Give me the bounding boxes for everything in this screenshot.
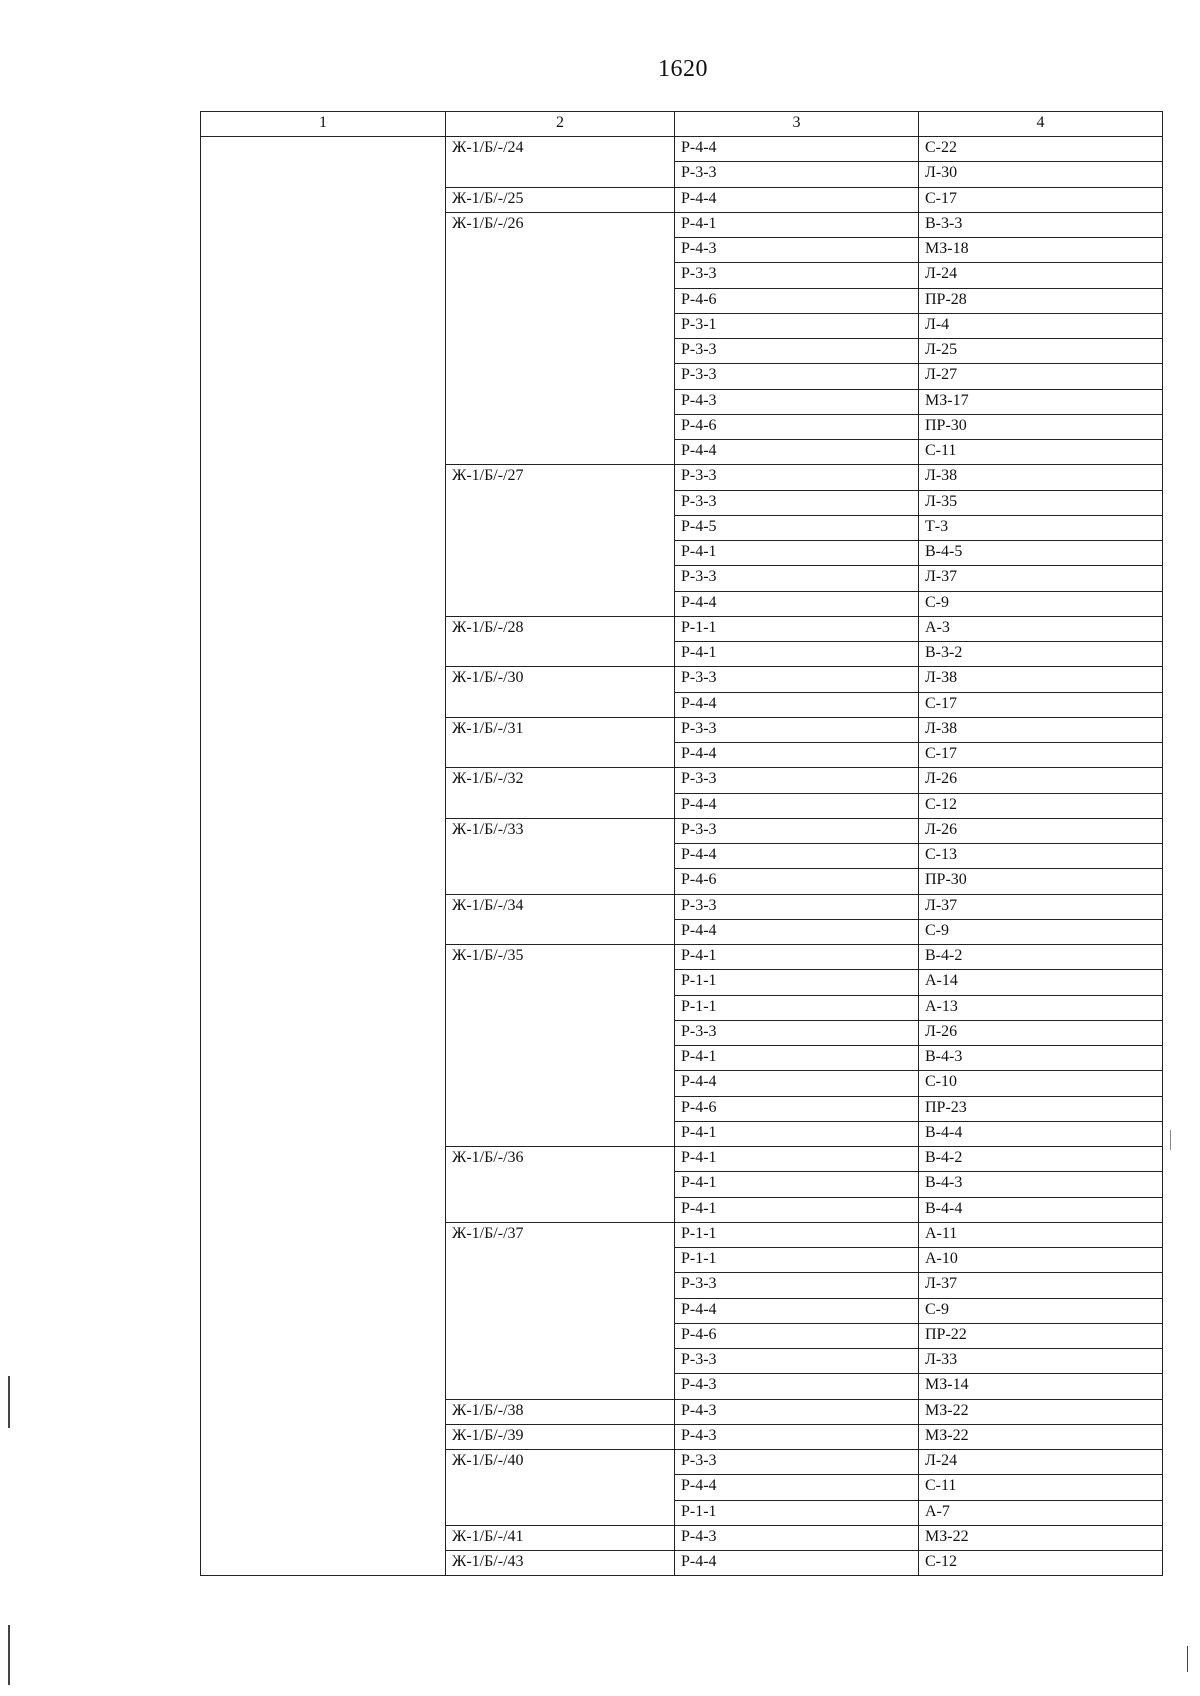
- value-cell: ПР-30: [919, 869, 1163, 894]
- value-cell: А-14: [919, 970, 1163, 995]
- reference-cell: Р-3-3: [675, 162, 919, 187]
- reference-cell: Р-4-4: [675, 1551, 919, 1576]
- value-cell: С-9: [919, 919, 1163, 944]
- value-cell: Л-38: [919, 717, 1163, 742]
- code-cell: Ж-1/Б/-/31: [446, 717, 675, 768]
- value-cell: Л-30: [919, 162, 1163, 187]
- reference-cell: Р-4-4: [675, 440, 919, 465]
- value-cell: В-3-3: [919, 212, 1163, 237]
- reference-cell: Р-3-3: [675, 1273, 919, 1298]
- scan-artifact-right-lower: [1187, 1646, 1188, 1672]
- reference-cell: Р-1-1: [675, 995, 919, 1020]
- column-header-2: 2: [446, 112, 675, 137]
- reference-cell: Р-4-3: [675, 1525, 919, 1550]
- code-cell: Ж-1/Б/-/37: [446, 1222, 675, 1399]
- reference-cell: Р-4-1: [675, 212, 919, 237]
- column-header-4: 4: [919, 112, 1163, 137]
- value-cell: Т-3: [919, 515, 1163, 540]
- reference-cell: Р-4-4: [675, 919, 919, 944]
- code-cell: Ж-1/Б/-/39: [446, 1424, 675, 1449]
- value-cell: Л-37: [919, 1273, 1163, 1298]
- reference-cell: Р-3-3: [675, 667, 919, 692]
- reference-cell: Р-4-4: [675, 743, 919, 768]
- reference-cell: Р-3-3: [675, 465, 919, 490]
- value-cell: Л-37: [919, 894, 1163, 919]
- value-cell: В-4-4: [919, 1121, 1163, 1146]
- scan-artifact-right: [1170, 1130, 1171, 1150]
- code-cell: Ж-1/Б/-/26: [446, 212, 675, 465]
- value-cell: МЗ-22: [919, 1424, 1163, 1449]
- table-body: [201, 137, 1163, 1576]
- code-cell: Ж-1/Б/-/38: [446, 1399, 675, 1424]
- value-cell: С-11: [919, 1475, 1163, 1500]
- value-cell: МЗ-17: [919, 389, 1163, 414]
- value-cell: МЗ-22: [919, 1525, 1163, 1550]
- reference-cell: Р-1-1: [675, 970, 919, 995]
- code-cell: Ж-1/Б/-/25: [446, 187, 675, 212]
- reference-cell: Р-4-1: [675, 1121, 919, 1146]
- value-cell: В-4-2: [919, 1147, 1163, 1172]
- scan-artifact-left: [8, 1376, 10, 1428]
- value-cell: В-4-3: [919, 1172, 1163, 1197]
- reference-cell: Р-4-4: [675, 1475, 919, 1500]
- value-cell: МЗ-18: [919, 238, 1163, 263]
- code-cell: Ж-1/Б/-/34: [446, 894, 675, 945]
- value-cell: Л-24: [919, 1450, 1163, 1475]
- reference-cell: Р-3-1: [675, 313, 919, 338]
- reference-cell: Р-4-6: [675, 288, 919, 313]
- value-cell: С-9: [919, 591, 1163, 616]
- reference-cell: Р-3-3: [675, 339, 919, 364]
- reference-cell: Р-4-4: [675, 1298, 919, 1323]
- reference-cell: Р-4-1: [675, 1046, 919, 1071]
- value-cell: Л-38: [919, 667, 1163, 692]
- reference-cell: Р-3-3: [675, 263, 919, 288]
- value-cell: А-13: [919, 995, 1163, 1020]
- reference-cell: Р-1-1: [675, 1222, 919, 1247]
- reference-cell: Р-3-3: [675, 1450, 919, 1475]
- value-cell: С-17: [919, 187, 1163, 212]
- value-cell: ПР-22: [919, 1323, 1163, 1348]
- value-cell: Л-35: [919, 490, 1163, 515]
- reference-cell: Р-3-3: [675, 1020, 919, 1045]
- value-cell: Л-4: [919, 313, 1163, 338]
- reference-cell: Р-4-4: [675, 137, 919, 162]
- value-cell: В-4-2: [919, 945, 1163, 970]
- value-cell: С-17: [919, 692, 1163, 717]
- code-cell: Ж-1/Б/-/27: [446, 465, 675, 617]
- value-cell: Л-26: [919, 818, 1163, 843]
- reference-cell: Р-1-1: [675, 1248, 919, 1273]
- reference-cell: Р-4-3: [675, 238, 919, 263]
- value-cell: С-11: [919, 440, 1163, 465]
- value-cell: В-4-4: [919, 1197, 1163, 1222]
- reference-cell: Р-4-6: [675, 1323, 919, 1348]
- column-1-cell: [201, 137, 446, 1576]
- reference-cell: Р-1-1: [675, 616, 919, 641]
- table-header: [201, 112, 1163, 137]
- value-cell: В-4-3: [919, 1046, 1163, 1071]
- code-cell: Ж-1/Б/-/28: [446, 616, 675, 667]
- code-cell: Ж-1/Б/-/41: [446, 1525, 675, 1550]
- data-table-container: [200, 111, 1162, 1576]
- value-cell: Л-27: [919, 364, 1163, 389]
- value-cell: Л-26: [919, 768, 1163, 793]
- header-row: [201, 112, 1163, 137]
- reference-cell: Р-3-3: [675, 818, 919, 843]
- value-cell: А-11: [919, 1222, 1163, 1247]
- reference-cell: Р-3-3: [675, 490, 919, 515]
- reference-cell: Р-4-1: [675, 1172, 919, 1197]
- reference-cell: Р-4-1: [675, 1197, 919, 1222]
- reference-cell: Р-4-1: [675, 541, 919, 566]
- reference-cell: Р-4-1: [675, 945, 919, 970]
- value-cell: ПР-28: [919, 288, 1163, 313]
- reference-cell: Р-4-4: [675, 793, 919, 818]
- code-cell: Ж-1/Б/-/35: [446, 945, 675, 1147]
- reference-cell: Р-4-1: [675, 642, 919, 667]
- reference-cell: Р-3-3: [675, 894, 919, 919]
- reference-cell: Р-4-3: [675, 389, 919, 414]
- reference-cell: Р-4-6: [675, 1096, 919, 1121]
- value-cell: ПР-23: [919, 1096, 1163, 1121]
- reference-cell: Р-3-3: [675, 364, 919, 389]
- reference-cell: Р-4-3: [675, 1374, 919, 1399]
- value-cell: Л-38: [919, 465, 1163, 490]
- value-cell: С-13: [919, 844, 1163, 869]
- reference-cell: Р-1-1: [675, 1500, 919, 1525]
- value-cell: ПР-30: [919, 414, 1163, 439]
- value-cell: Л-33: [919, 1349, 1163, 1374]
- value-cell: С-22: [919, 137, 1163, 162]
- value-cell: С-17: [919, 743, 1163, 768]
- reference-cell: Р-4-3: [675, 1424, 919, 1449]
- column-header-3: 3: [675, 112, 919, 137]
- reference-cell: Р-4-6: [675, 414, 919, 439]
- column-header-1: 1: [201, 112, 446, 137]
- value-cell: С-10: [919, 1071, 1163, 1096]
- value-cell: В-3-2: [919, 642, 1163, 667]
- code-cell: Ж-1/Б/-/24: [446, 137, 675, 188]
- page-number: 1620: [658, 56, 708, 82]
- code-cell: Ж-1/Б/-/40: [446, 1450, 675, 1526]
- reference-cell: Р-3-3: [675, 1349, 919, 1374]
- reference-cell: Р-4-4: [675, 1071, 919, 1096]
- reference-cell: Р-4-6: [675, 869, 919, 894]
- value-cell: Л-24: [919, 263, 1163, 288]
- reference-cell: Р-4-4: [675, 187, 919, 212]
- reference-cell: Р-4-4: [675, 692, 919, 717]
- value-cell: А-3: [919, 616, 1163, 641]
- reference-cell: Р-4-4: [675, 844, 919, 869]
- value-cell: МЗ-14: [919, 1374, 1163, 1399]
- code-cell: Ж-1/Б/-/32: [446, 768, 675, 819]
- value-cell: А-7: [919, 1500, 1163, 1525]
- value-cell: Л-26: [919, 1020, 1163, 1045]
- scan-artifact-left-lower: [8, 1625, 10, 1685]
- value-cell: С-12: [919, 1551, 1163, 1576]
- table-row: [201, 137, 1163, 162]
- value-cell: МЗ-22: [919, 1399, 1163, 1424]
- reference-cell: Р-4-1: [675, 1147, 919, 1172]
- reference-cell: Р-3-3: [675, 566, 919, 591]
- reference-cell: Р-4-3: [675, 1399, 919, 1424]
- reference-cell: Р-3-3: [675, 717, 919, 742]
- code-cell: Ж-1/Б/-/43: [446, 1551, 675, 1576]
- reference-cell: Р-4-4: [675, 591, 919, 616]
- code-cell: Ж-1/Б/-/33: [446, 818, 675, 894]
- reference-cell: Р-4-5: [675, 515, 919, 540]
- value-cell: Л-25: [919, 339, 1163, 364]
- reference-cell: Р-3-3: [675, 768, 919, 793]
- value-cell: С-9: [919, 1298, 1163, 1323]
- code-cell: Ж-1/Б/-/36: [446, 1147, 675, 1223]
- data-table: [200, 111, 1163, 1576]
- value-cell: В-4-5: [919, 541, 1163, 566]
- code-cell: Ж-1/Б/-/30: [446, 667, 675, 718]
- value-cell: С-12: [919, 793, 1163, 818]
- value-cell: Л-37: [919, 566, 1163, 591]
- value-cell: А-10: [919, 1248, 1163, 1273]
